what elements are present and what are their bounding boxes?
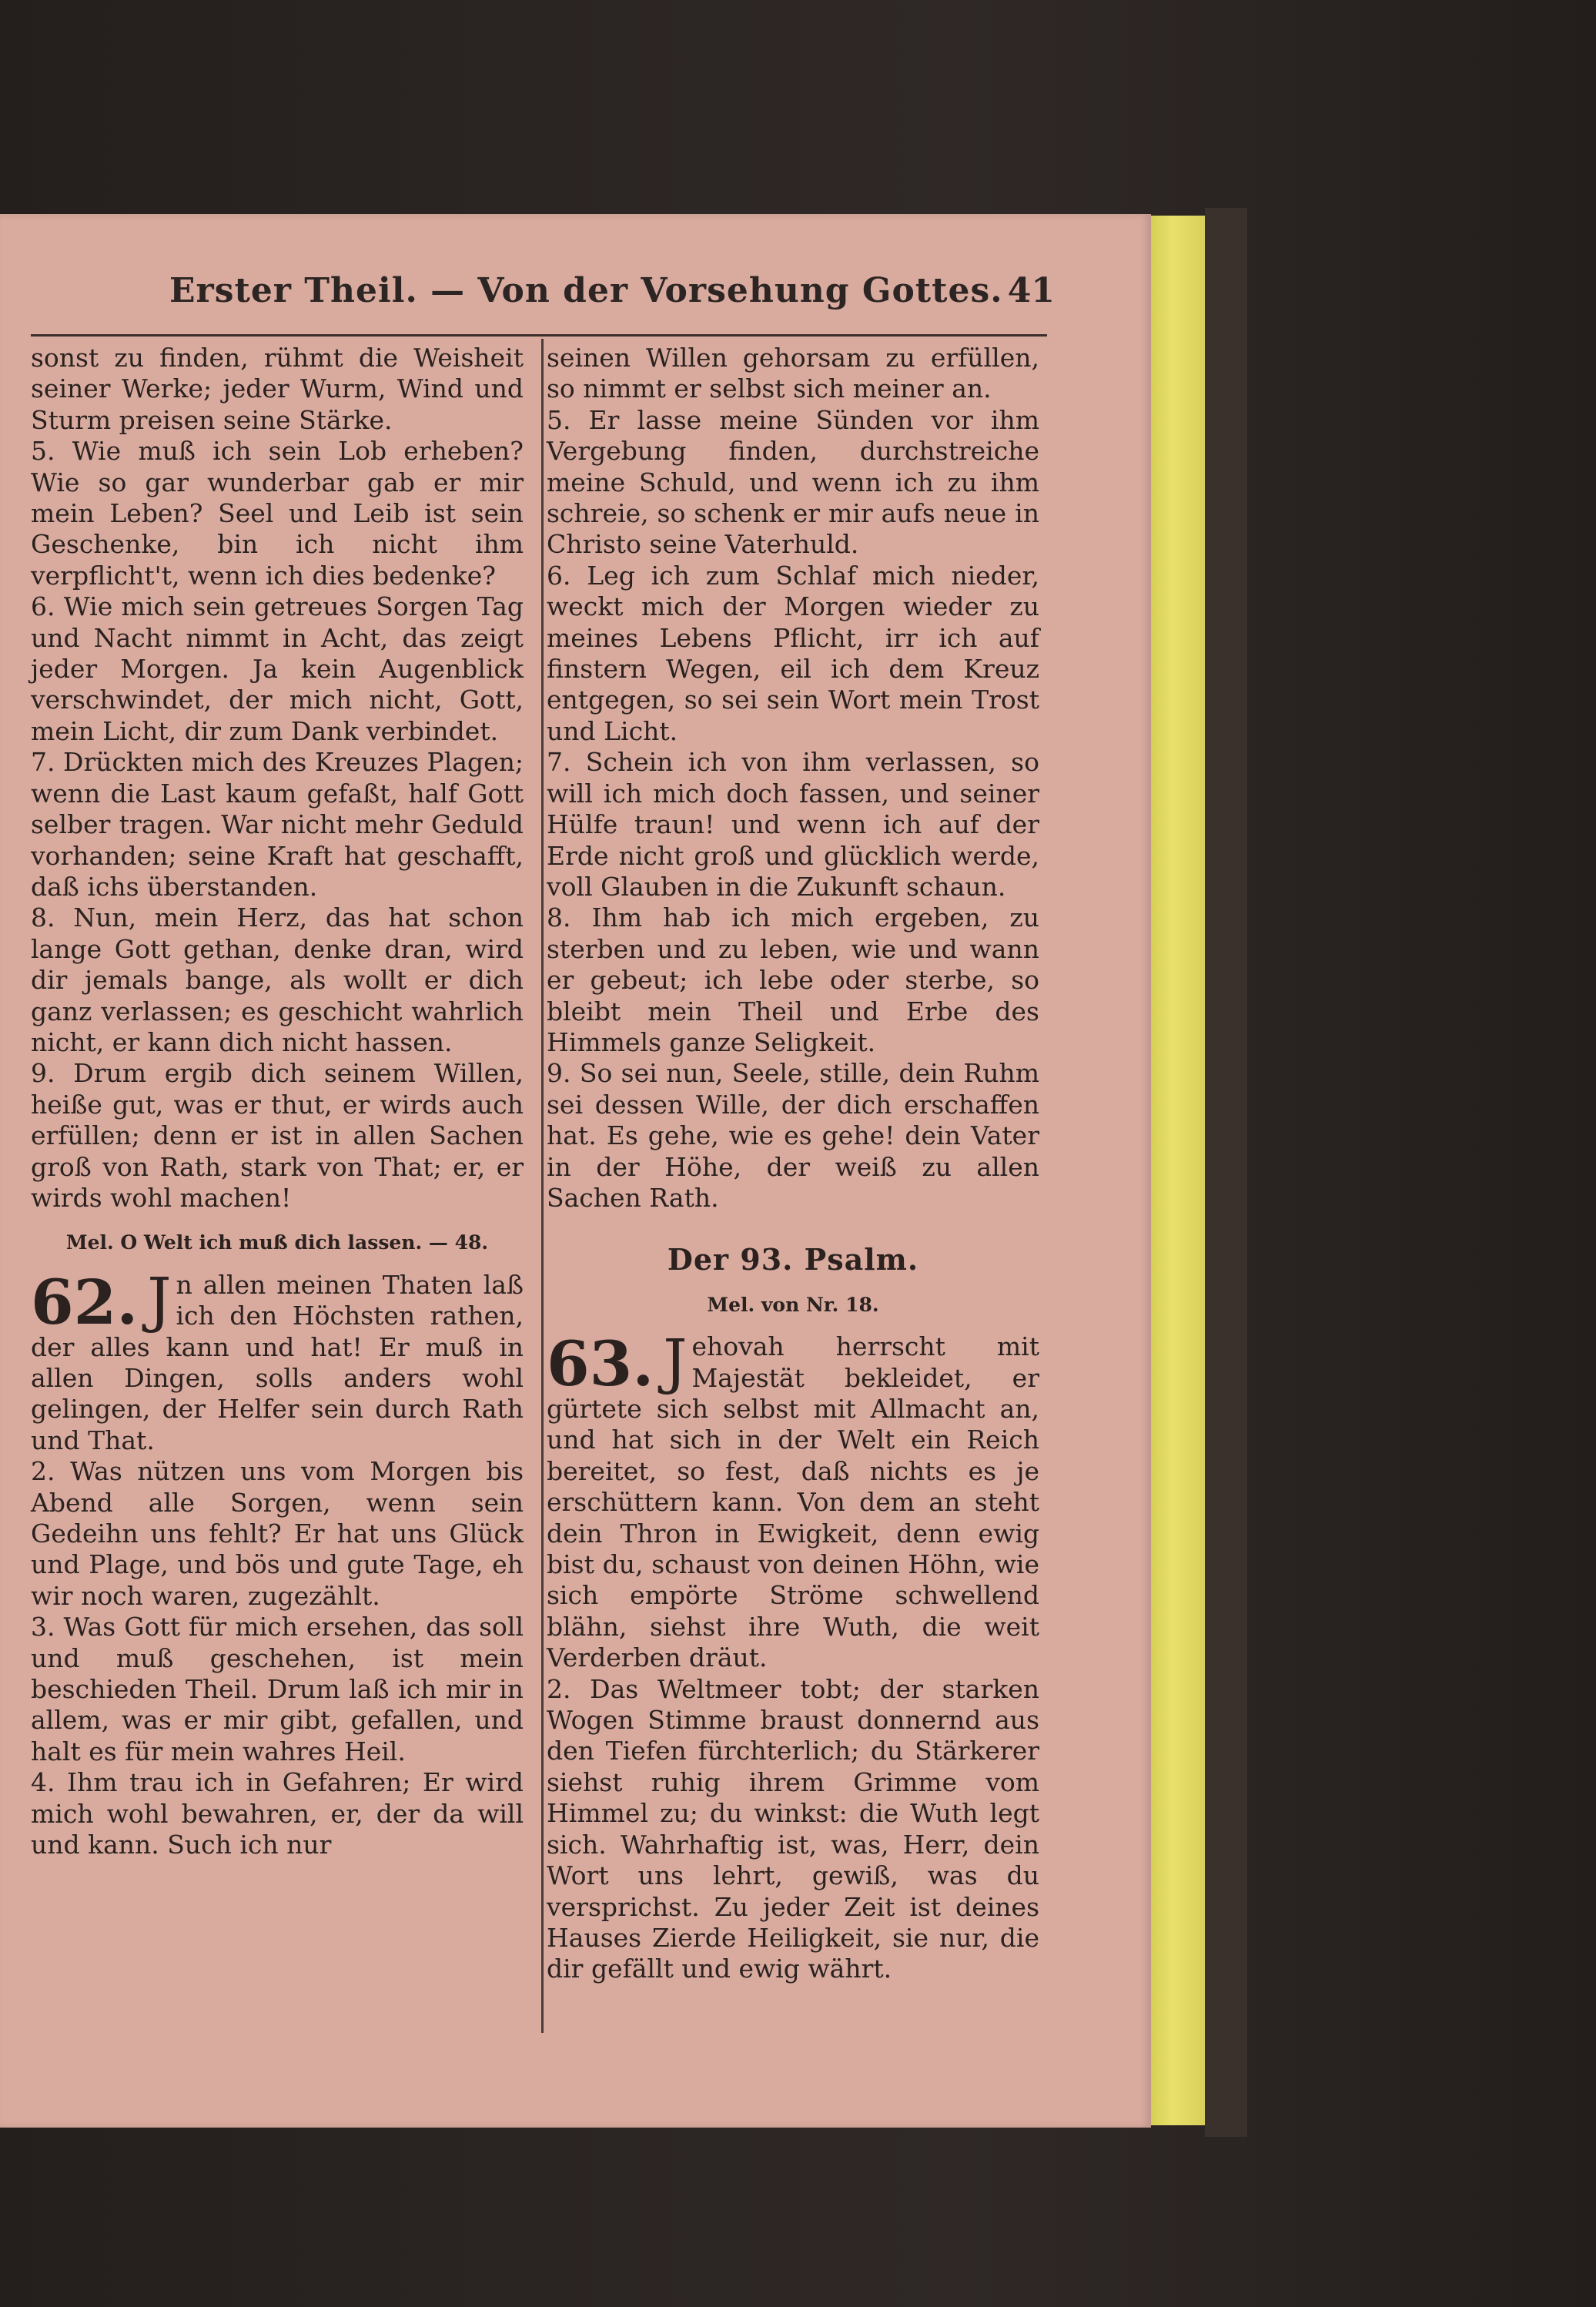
verse: 6. Leg ich zum Schlaf mich nieder, weckt mich der Morgen wieder zu meines Lebens Pflicht, irr ich auf finstern Wegen, eil ich dem Kreuz entgegen, so sei sein Wort mein Trost und Licht. xyxy=(547,560,1039,746)
verse: 2. Was nützen uns vom Morgen bis Abend alle Sorgen, wenn sein Gedeihn uns fehlt? Er hat uns Glück und Plage, und bös und gute Tage, eh wir noch waren, zugezählt. xyxy=(31,1456,524,1611)
verse: 5. Er lasse meine Sünden vor ihm Vergebung finden, durchstreiche meine Schuld, und wenn ich zu ihm schreie, so schenk er mir aufs neue in Christo seine Vaterhuld. xyxy=(547,404,1039,560)
book-cover-edge xyxy=(1205,208,1247,2137)
verse: 3. Was Gott für mich ersehen, das soll und muß geschehen, ist mein beschieden Theil. Drum laß ich mir in allem, was er mir gibt, gefallen, und halt es für mein wahres Heil. xyxy=(31,1612,524,1766)
verse-text: n allen meinen Thaten laß ich den Höchsten rathen, der alles kann und hat! Er muß in allen Dingen, solls anders wohl gelingen, der Helfer sein durch Rath und That. xyxy=(31,1269,524,1455)
verse: 7. Schein ich von ihm verlassen, so will ich mich doch fassen, und seiner Hülfe traun! und wenn ich auf der Erde nicht groß und glücklich werde, voll Glauben in die Zukunft schaun. xyxy=(547,747,1039,902)
melody-line: Mel. O Welt ich muß dich lassen. — 48. xyxy=(65,1231,489,1254)
verse-text: ehovah herrscht mit Majestät bekleidet, er gürtete sich selbst mit Allmacht an, und hat sich in der Welt ein Reich bereitet, so fest, daß nichts es je erschüttern kann. Von dem an steht dein Thron in Ewigkeit, denn ewig bist du, schaust von deinen Höhn, wie sich empörte Ströme schwellend blähn, siehst ihre Wuth, die weit Verderben dräut. xyxy=(547,1331,1039,1673)
verse: 5. Wie muß ich sein Lob erheben? Wie so gar wunderbar gab er mir mein Leben? Seel und Leib ist sein Geschenke, bin ich nicht ihm verpflicht't, wenn ich dies bedenke? xyxy=(31,436,524,591)
verse: 2. Das Weltmeer tobt; der starken Wogen Stimme braust donnernd aus den Tiefen fürchterlich; du Stärkerer siehst ruhig ihrem Grimme vom Himmel zu; du winkst: die Wuth legt sich. Wahrhaftig ist, was, Herr, dein Wort uns lehrt, gewiß, was du versprichst. Zu jeder Zeit ist deines Hauses Zierde Heiligkeit, sie nur, die dir gefällt und ewig währt. xyxy=(547,1673,1039,1984)
drop-initial: J xyxy=(663,1328,688,1398)
psalm-title: Der 93. Psalm. xyxy=(667,1242,919,1277)
running-title: Erster Theil. — Von der Vorsehung Gottes. xyxy=(169,271,1003,310)
verse: seinen Willen gehorsam zu erfüllen, so nimmt er selbst sich meiner an. xyxy=(547,343,1039,404)
header-rule xyxy=(31,334,1047,337)
right-column xyxy=(547,343,1039,1985)
left-column xyxy=(31,343,524,1861)
verse: sonst zu finden, rühmt die Weisheit seiner Werke; jeder Wurm, Wind und Sturm preisen seine Stärke. xyxy=(31,343,524,435)
verse: 4. Ihm trau ich in Gefahren; Er wird mich wohl bewahren, er, der da will und kann. Such ich nur xyxy=(31,1767,524,1860)
hymn-number: 63. xyxy=(547,1328,654,1401)
drop-initial: J xyxy=(147,1265,172,1335)
page-number: 41 xyxy=(1007,271,1055,310)
gilt-page-edge xyxy=(1151,216,1205,2125)
hymn-63-first-verse xyxy=(547,1328,1039,1673)
verse: 6. Wie mich sein getreues Sorgen Tag und Nacht nimmt in Acht, das zeigt jeder Morgen. Ja kein Augenblick verschwindet, der mich nicht, Gott, mein Licht, dir zum Dank verbindet. xyxy=(31,591,524,746)
verse: 7. Drückten mich des Kreuzes Plagen; wenn die Last kaum gefaßt, half Gott selber tragen. War nicht mehr Geduld vorhanden; seine Kraft hat geschafft, daß ichs überstanden. xyxy=(31,747,524,902)
verse: 8. Ihm hab ich mich ergeben, zu sterben und zu leben, wie und wann er gebeut; ich lebe oder sterbe, so bleibt mein Theil und Erbe des Himmels ganze Seligkeit. xyxy=(547,902,1039,1057)
verse: 9. Drum ergib dich seinem Willen, heiße gut, was er thut, er wirds auch erfüllen; denn er ist in allen Sachen groß von Rath, stark von That; er, er wirds wohl machen! xyxy=(31,1058,524,1213)
hymn-number: 62. xyxy=(31,1265,139,1338)
verse: 9. So sei nun, Seele, stille, dein Ruhm sei dessen Wille, der dich erschaffen hat. Es gehe, wie es gehe! dein Vater in der Höhe, der weiß zu allen Sachen Rath. xyxy=(547,1058,1039,1213)
hymn-62-first-verse xyxy=(31,1265,524,1456)
melody-line: Mel. von Nr. 18. xyxy=(707,1293,879,1316)
column-rule xyxy=(541,339,544,2033)
verse: 8. Nun, mein Herz, das hat schon lange Gott gethan, denke dran, wird dir jemals bange, als wollt er dich ganz verlassen; es geschicht wahrlich nicht, er kann dich nicht hassen. xyxy=(31,902,524,1057)
